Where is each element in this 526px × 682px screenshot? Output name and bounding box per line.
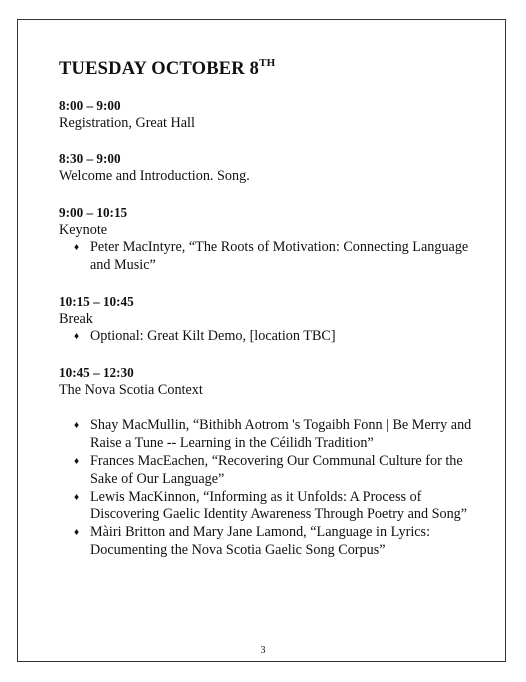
diamond-bullet-icon: ♦ (74, 527, 80, 539)
session-title: Registration, Great Hall (59, 114, 195, 131)
list-item: ♦ Màiri Britton and Mary Jane Lamond, “Language in Lyrics: Documenting the Nova Scotia Gaelic Song Corpus” (74, 524, 431, 558)
session-registration (59, 97, 479, 133)
session-welcome (59, 150, 479, 186)
list-item: ♦ Frances MacEachen, “Recovering Our Communal Culture for the Sake of Our Language” (74, 452, 463, 487)
session-time: 8:00 – 9:00 (59, 98, 121, 113)
list-item: ♦ Optional: Great Kilt Demo, [location TBC] (74, 328, 336, 345)
diamond-bullet-icon: ♦ (74, 491, 80, 503)
diamond-bullet-icon: ♦ (74, 242, 80, 254)
list-item: ♦ Lewis MacKinnon, “Informing as it Unfolds: A Process of Discovering Gaelic Identity Awareness Through Poetry and Song” (74, 488, 468, 523)
diamond-bullet-icon: ♦ (74, 331, 80, 343)
session-title: The Nova Scotia Context (59, 381, 203, 398)
list-item: ♦ Peter MacIntyre, “The Roots of Motivation: Connecting Language and Music” (74, 239, 469, 274)
diamond-bullet-icon: ♦ (74, 420, 80, 432)
session-keynote (59, 204, 479, 275)
schedule (59, 97, 479, 578)
session-time: 10:15 – 10:45 (59, 293, 134, 309)
session-items (59, 328, 479, 346)
session-items (59, 239, 479, 275)
list-item: ♦ Shay MacMullin, “Bithibh Aotrom 's Togaibh Fonn | Be Merry and Raise a Tune -- Learning in the Céilidh Tradition” (74, 417, 472, 452)
session-items (59, 417, 479, 559)
diamond-bullet-icon: ♦ (74, 455, 80, 467)
page-number: 3 (260, 645, 266, 656)
session-break (59, 293, 479, 346)
session-time: 10:45 – 12:30 (59, 364, 134, 380)
session-nova-scotia (59, 364, 479, 560)
session-title: Break (59, 310, 93, 327)
session-title: Keynote (59, 221, 108, 238)
session-time: 8:30 – 9:00 (59, 151, 121, 167)
day-heading: TUESDAY OCTOBER 8TH (59, 57, 276, 80)
session-title: Welcome and Introduction. Song. (59, 168, 250, 185)
session-time: 9:00 – 10:15 (59, 204, 128, 220)
